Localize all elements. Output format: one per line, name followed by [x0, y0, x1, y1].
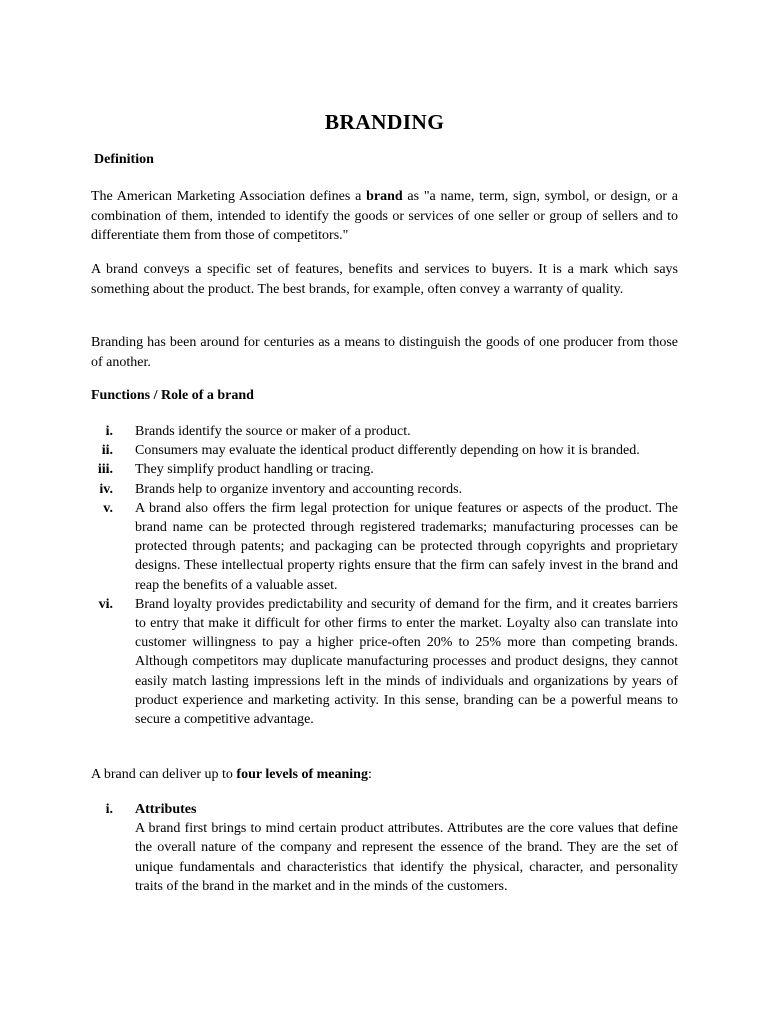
list-item-number: vi.: [98, 596, 113, 612]
definition-heading: Definition: [94, 152, 154, 167]
definition-text-end: as "a name, term, sign, symbol, or design, or a combination of them, intended to identify the goods or services of one seller or group of sellers and to differentiate them from those of competitors.": [91, 189, 678, 243]
definition-text-start: The American Marketing Association defines a: [91, 189, 367, 204]
list-item: [91, 595, 678, 729]
list-item-text: Brands identify the source or maker of a product.: [135, 424, 411, 439]
levels-intro-paragraph: [91, 765, 678, 785]
levels-intro-start: A brand can deliver up to: [91, 767, 237, 782]
list-item-text: Brands help to organize inventory and accounting records.: [135, 481, 463, 497]
level-text: A brand first brings to mind certain product attributes. Attributes are the core values that define the overall nature of the company and represent the essence of the brand. They are the set of unique fundamentals and characteristics that identify the physical, character, and personality traits of the brand in the market and in the minds of the customers.: [135, 821, 678, 894]
list-item-number: iii.: [97, 462, 113, 478]
levels-intro-end: :: [367, 767, 372, 782]
functions-list: [91, 422, 678, 729]
list-item-text: Brand loyalty provides predictability and security of demand for the firm, and it creates barriers to entry that make it difficult for other firms to enter the market. Loyalty also can translate into customer willingness to pay a higher price-often 20% to 25% more than competing brands. Although competitors may duplicate manufacturing processes and product designs, they cannot easily match lasting impressions left in the minds of individuals and organizations by years of product experience and marketing activity. In this sense, branding can be a powerful means to secure a competitive advantage.: [135, 596, 678, 728]
level-title: Attributes: [135, 802, 197, 817]
list-item-number: ii.: [101, 443, 113, 459]
brand-conveys-paragraph: A brand conveys a specific set of features, benefits and services to buyers. It is a mark which says something about the product. The best brands, for example, often convey a warranty of quality.: [91, 262, 678, 297]
page-title: BRANDING: [324, 110, 445, 134]
branding-history-paragraph: Branding has been around for centuries as a means to distinguish the goods of one producer from those of another.: [91, 335, 678, 370]
list-item-text: They simplify product handling or tracing.: [135, 462, 374, 478]
levels-list: [91, 800, 678, 896]
list-item: [91, 441, 678, 460]
level-item: [91, 800, 678, 896]
list-item-number: i.: [105, 424, 113, 439]
brand-term: brand: [366, 189, 403, 204]
list-item: [91, 499, 678, 595]
list-item-number: iv.: [99, 481, 113, 497]
document-page: [91, 0, 678, 1024]
level-number: i.: [105, 802, 113, 817]
list-item: [91, 480, 678, 499]
functions-heading: Functions / Role of a brand: [91, 388, 254, 403]
list-item-text: A brand also offers the firm legal protection for unique features or aspects of the product. The brand name can be protected through registered trademarks; manufacturing processes can be protected through patents; and packaging can be protected through copyrights and proprietary designs. These intellectual property rights ensure that the firm can safely invest in the brand and reap the benefits of a valuable asset.: [135, 500, 678, 593]
list-item-text: Consumers may evaluate the identical product differently depending on how it is branded.: [135, 443, 640, 459]
levels-intro-bold: four levels of meaning: [236, 767, 368, 782]
list-item-number: v.: [103, 500, 113, 516]
definition-paragraph: [91, 187, 678, 246]
list-item: [91, 460, 678, 479]
list-item: [91, 422, 678, 441]
